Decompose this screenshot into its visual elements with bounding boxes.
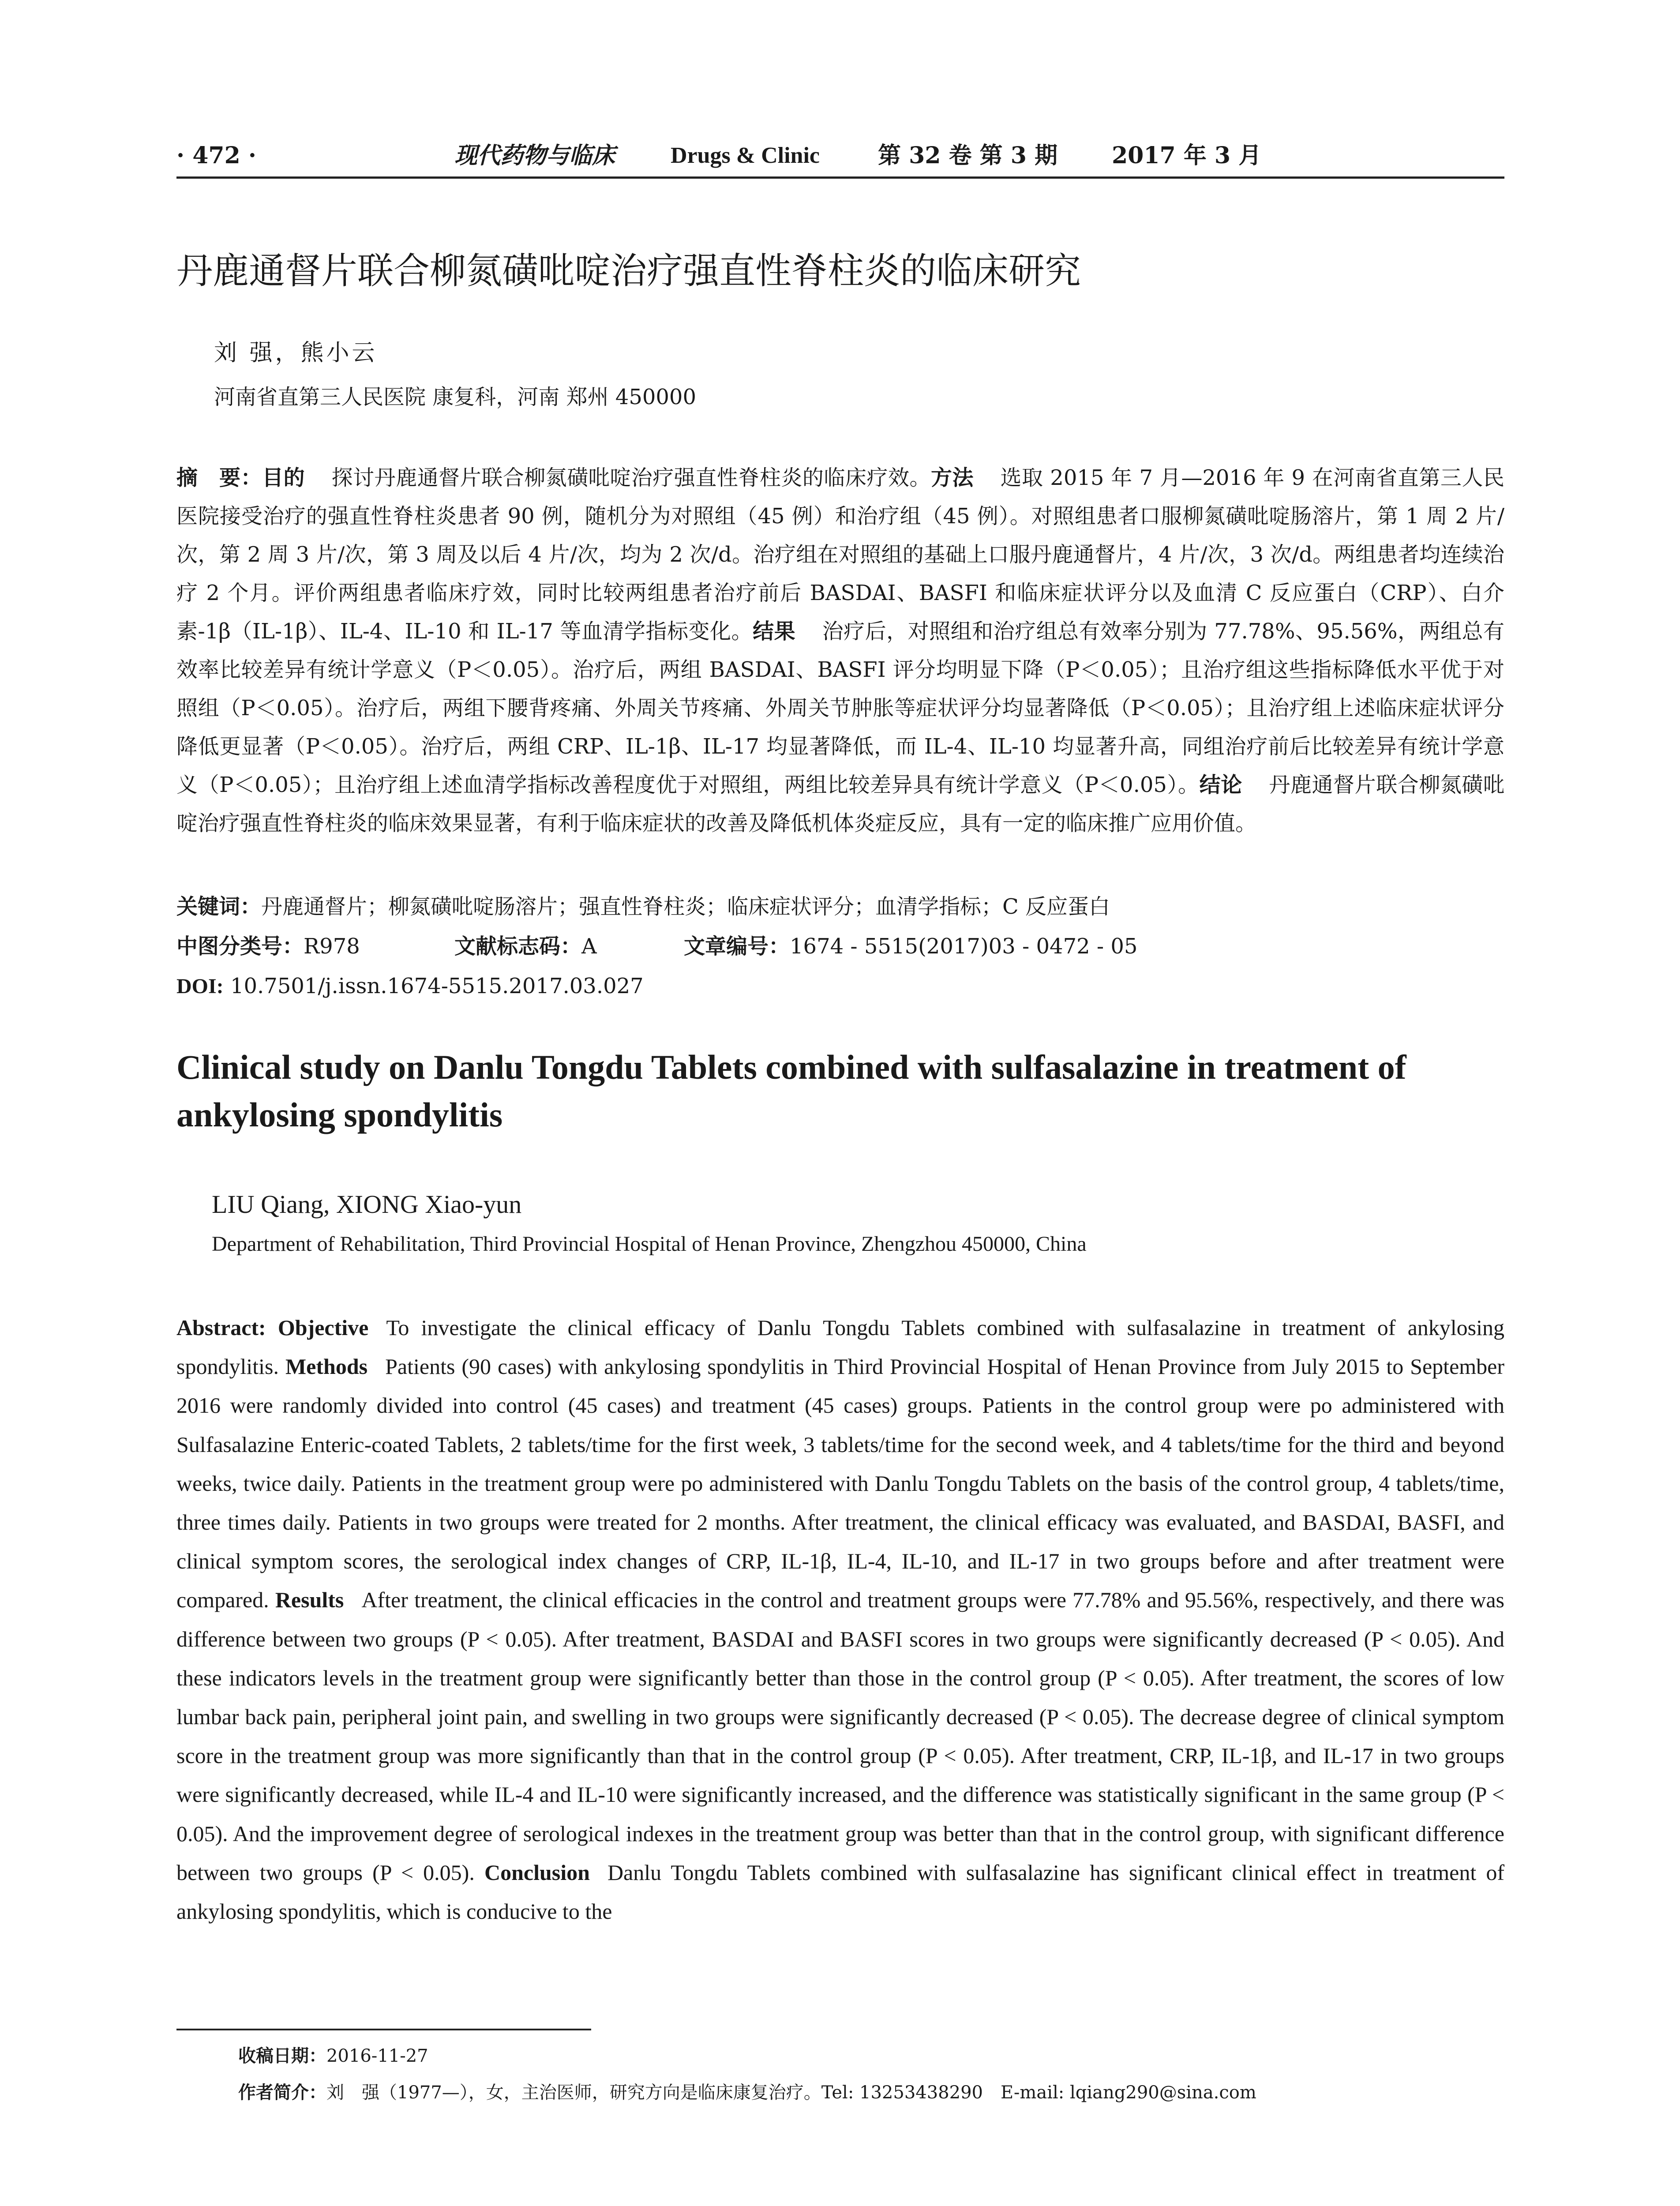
received-label: 收稿日期： bbox=[238, 2046, 326, 2066]
abstract-en-label: Abstract: bbox=[176, 1315, 266, 1340]
authors-cn: 刘 强，熊小云 bbox=[214, 340, 378, 366]
keywords-cn-label: 关键词： bbox=[176, 894, 262, 919]
objective-en-text: To investigate the clinical efficacy of Danlu Tongdu Tablets combined with sulfasalazine in treatment of ankylosing spondylitis. bbox=[176, 1315, 1505, 1379]
objective-cn-label: 目的 bbox=[262, 465, 305, 490]
article-no-label: 文章编号： bbox=[684, 934, 790, 959]
abstract-cn bbox=[176, 459, 1504, 843]
results-cn-label: 结果 bbox=[753, 619, 796, 644]
footnote-rule bbox=[176, 2029, 591, 2030]
clc-label: 中图分类号： bbox=[176, 934, 304, 959]
bio-text: 刘 强（1977—），女，主治医师，研究方向是临床康复治疗。Tel: 13253438290 E-mail: lqiang290@sina.com bbox=[326, 2082, 1256, 2103]
abstract-en bbox=[176, 1308, 1504, 1931]
received-date: 2016-11-27 bbox=[326, 2046, 428, 2066]
doi-value: 10.7501/j.issn.1674-5515.2017.03.027 bbox=[230, 974, 644, 998]
bio-label: 作者简介： bbox=[238, 2082, 326, 2103]
footnote-author-bio bbox=[238, 2079, 1256, 2106]
title-cn: 丹鹿通督片联合柳氮磺吡啶治疗强直性脊柱炎的临床研究 bbox=[176, 250, 1081, 292]
journal-name-en: Drugs & Clinic bbox=[671, 143, 820, 168]
results-en-label: Results bbox=[275, 1587, 344, 1613]
conclusion-cn-label: 结论 bbox=[1199, 773, 1242, 797]
footnote-received bbox=[238, 2043, 428, 2069]
article-no-value: 1674 - 5515(2017)03 - 0472 - 05 bbox=[790, 934, 1138, 959]
methods-cn-text: 选取 2015 年 7 月—2016 年 9 在河南省直第三人民医院接受治疗的强直性脊柱炎患者 90 例，随机分为对照组（45 例）和治疗组（45 例）。对照组患者口服柳氮磺吡啶肠溶片，第 1 周 2 片/次，第 2 周 3 片/次，第 3 周及以后 4 片/次，均为 2 次/d。治疗组在对照组的基础上口服丹鹿通督片，4 片/次，3 次/d。两组患者均连续治疗 2 个月。评价两组患者临床疗效，同时比较两组患者治疗前后 BASDAI、BASFI 和临床症状评分以及血清 C 反应蛋白（CRP）、白介素-1β（IL-1β）、IL-4、IL-10 和 IL-17 等血清学指标变化。 bbox=[176, 465, 1504, 644]
keywords-cn bbox=[176, 889, 1504, 924]
doi-label: DOI: bbox=[176, 975, 224, 998]
article-no-group bbox=[684, 929, 1137, 964]
issue-date: 2017 年 3 月 bbox=[1112, 142, 1262, 169]
doc-code-label: 文献标志码： bbox=[454, 934, 582, 959]
doc-code-group bbox=[454, 929, 597, 964]
objective-cn-text: 探讨丹鹿通督片联合柳氮磺吡啶治疗强直性脊柱炎的临床疗效。 bbox=[331, 465, 931, 490]
conclusion-cn-text: 丹鹿通督片联合柳氮磺吡啶治疗强直性脊柱炎的临床效果显著，有利于临床症状的改善及降低机体炎症反应，具有一定的临床推广应用价值。 bbox=[176, 773, 1504, 836]
running-header bbox=[176, 140, 1504, 171]
page-number: · 472 · bbox=[176, 142, 256, 169]
methods-en-text: Patients (90 cases) with ankylosing spondylitis in Third Provincial Hospital of Henan Province from July 2015 to September 2016 were randomly divided into control (45 cases) and treatment (45 cases) groups. Patients in the control group were po administered with Sulfasalazine Enteric-coated Tablets, 2 tablets/time for the first week, 3 tablets/time for the second week, and 4 tablets/time for the third and beyond weeks, twice daily. Patients in the treatment group were po administered with Danlu Tongdu Tablets on the basis of the control group, 4 tablets/time, three times daily. Patients in two groups were treated for 2 months. After treatment, the clinical efficacy was evaluated, and BASDAI, BASFI, and clinical symptom scores, the serological index changes of CRP, IL-1β, IL-4, IL-10, and IL-17 in two groups before and after treatment were compared. bbox=[176, 1354, 1504, 1613]
abstract-cn-label: 摘 要： bbox=[176, 465, 262, 490]
volume-issue: 第 32 卷 第 3 期 bbox=[878, 142, 1058, 169]
affiliation-cn: 河南省直第三人民医院 康复科，河南 郑州 450000 bbox=[214, 385, 697, 409]
keywords-cn-text: 丹鹿通督片；柳氮磺吡啶肠溶片；强直性脊柱炎；临床症状评分；血清学指标；C 反应蛋白 bbox=[261, 894, 1110, 919]
methods-cn-label: 方法 bbox=[930, 465, 974, 490]
title-en: Clinical study on Danlu Tongdu Tablets combined with sulfasalazine in treatment of ankylosing spondylitis bbox=[176, 1048, 1406, 1134]
clc-group bbox=[176, 934, 360, 959]
objective-en-label: Objective bbox=[278, 1315, 369, 1340]
methods-en-label: Methods bbox=[285, 1354, 368, 1379]
doi-line bbox=[176, 968, 1504, 1004]
doc-code-value: A bbox=[581, 934, 597, 959]
classification-line bbox=[176, 929, 1504, 964]
results-en-text: After treatment, the clinical efficacies in the control and treatment groups were 77.78% and 95.56%, respectively, and there was difference between two groups (P < 0.05). After treatment, BASDAI and BASFI scores in two groups were significantly decreased (P < 0.05). And these indicators levels in the treatment group were significantly better than those in the control group (P < 0.05). After treatment, the scores of low lumbar back pain, peripheral joint pain, and swelling in two groups were significantly decreased (P < 0.05). The decrease degree of clinical symptom score in the treatment group was more significantly than that in the control group (P < 0.05). After treatment, CRP, IL-1β, and IL-17 in two groups were significantly decreased, while IL-4 and IL-10 were significantly increased, and the difference was statistically significant in the same group (P < 0.05). And the improvement degree of serological indexes in the treatment group was better than that in the control group, with significant difference between two groups (P < 0.05). bbox=[176, 1587, 1505, 1885]
header-rule bbox=[176, 176, 1504, 179]
journal-name-cn: 现代药物与临床 bbox=[454, 142, 615, 169]
conclusion-en-label: Conclusion bbox=[484, 1860, 590, 1885]
authors-en: LIU Qiang, XIONG Xiao-yun bbox=[212, 1190, 522, 1219]
affiliation-en: Department of Rehabilitation, Third Provincial Hospital of Henan Province, Zhengzhou 450000, China bbox=[212, 1232, 1087, 1256]
results-cn-text: 治疗后，对照组和治疗组总有效率分别为 77.78%、95.56%，两组总有效率比较差异有统计学意义（P＜0.05）。治疗后，两组 BASDAI、BASFI 评分均明显下降（P＜0.05）；且治疗组这些指标降低水平优于对照组（P＜0.05）。治疗后，两组下腰背疼痛、外周关节疼痛、外周关节肿胀等症状评分均显著降低（P＜0.05）；且治疗组上述临床症状评分降低更显著（P＜0.05）。治疗后，两组 CRP、IL-1β、IL-17 均显著降低，而 IL-4、IL-10 均显著升高，同组治疗前后比较差异有统计学意义（P＜0.05）；且治疗组上述血清学指标改善程度优于对照组，两组比较差异具有统计学意义（P＜0.05）。 bbox=[176, 619, 1504, 797]
conclusion-en-text: Danlu Tongdu Tablets combined with sulfasalazine has significant clinical effect in treatment of ankylosing spondylitis, which is conducive to the bbox=[176, 1860, 1505, 1924]
clc-value: R978 bbox=[304, 934, 360, 959]
